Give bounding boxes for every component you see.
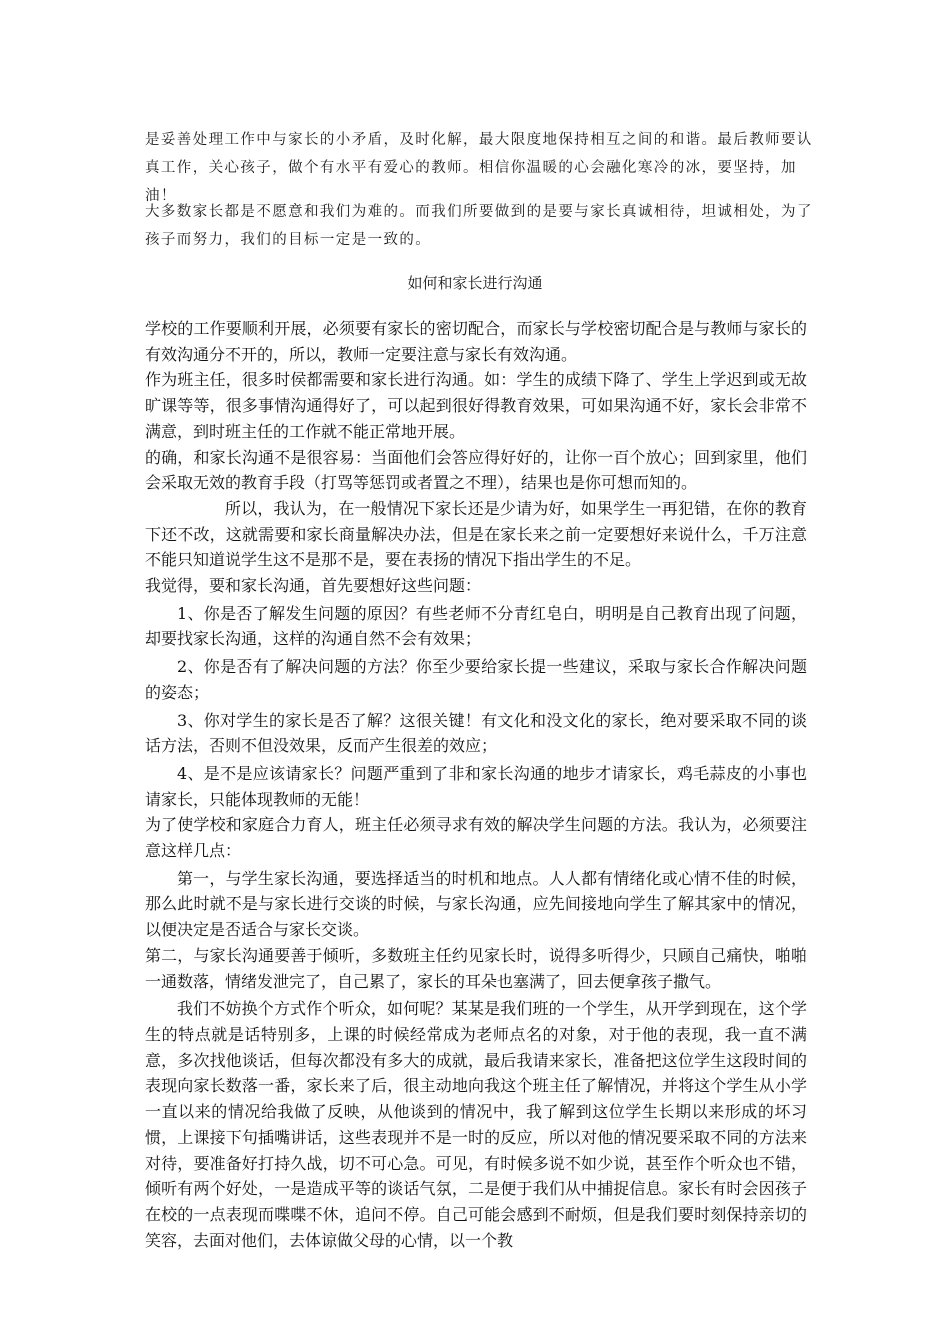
paragraph: 我觉得，要和家长沟通，首先要想好这些问题： (145, 576, 482, 596)
section-title: 如何和家长进行沟通 (407, 274, 543, 292)
list-item: 4、是不是应该请家长？问题严重到了非和家长沟通的地步才请家长，鸡毛蒜皮的小事也请家长，只能体现教师的无能！ (145, 763, 807, 809)
list-item: 1、你是否了解发生问题的原因？有些老师不分青红皂白，明明是自己教育出现了问题，却要找家长沟通，这样的沟通自然不会有效果； (145, 603, 807, 649)
paragraph: 的确，和家长沟通不是很容易：当面他们会答应得好好的，让你一百个放心；回到家里，他们会采取无效的教育手段（打骂等惩罚或者置之不理），结果也是你可想而知的。 (145, 447, 807, 493)
list-item: 3、你对学生的家长是否了解？这很关键！有文化和没文化的家长，绝对要采取不同的谈话方法，否则不但没效果，反而产生很差的效应； (145, 710, 807, 756)
paragraph: 我们不妨换个方式作个听众，如何呢？某某是我们班的一个学生，从开学到现在，这个学生的特点就是话特别多，上课的时候经常成为老师点名的对象，对于他的表现，我一直不满意，多次找他谈话，但每次都没有多大的成就，最后我请来家长，准备把这位学生这段时间的表现向家长数落一番，家长来了后，很主动地向我这个班主任了解情况，并将这个学生从小学一直以来的情况给我做了反映，从他谈到的情况中，我了解到这位学生长期以来形成的坏习惯，上课接下句插嘴讲话，这些表现并不是一时的反应，所以对他的情况要采取不同的方法来对待，要准备好打持久战，切不可心急。可见，有时候多说不如少说，甚至作个听众也不错，倾听有两个好处，一是造成平等的谈话气氛，二是便于我们从中捕捉信息。家长有时会因孩子在校的一点表现而喋喋不休，追问不停。自己可能会感到不耐烦，但是我们要时刻保持亲切的笑容，去面对他们，去体谅做父母的心情，以一个教 (145, 999, 807, 1250)
paragraph: 学校的工作要顺利开展，必须要有家长的密切配合，而家长与学校密切配合是与教师与家长的有效沟通分不开的，所以，教师一定要注意与家长有效沟通。 (145, 319, 807, 364)
paragraph: 第一，与学生家长沟通，要选择适当的时机和地点。人人都有情绪化或心情不佳的时候，那么此时就不是与家长进行交谈的时候，与家长沟通，应先间接地向学生了解其家中的情况，以便决定是否适合与家长交谈。 (145, 868, 807, 940)
list-item: 2、你是否有了解决问题的方法？你至少要给家长提一些建议，采取与家长合作解决问题的姿态； (145, 657, 807, 702)
intro-paragraph-2: 大多数家长都是不愿意和我们为难的。而我们所要做到的是要与家长真诚相待，坦诚相处，为了孩子而努力，我们的目标一定是一致的。 (145, 204, 813, 248)
article-body (145, 316, 807, 1253)
paragraph: 作为班主任，很多时侯都需要和家长进行沟通。如：学生的成绩下降了、学生上学迟到或无故旷课等等，很多事情沟通得好了，可以起到很好得教育效果，可如果沟通不好，家长会非常不满意，到时班主任的工作就不能正常地开展。 (145, 370, 807, 441)
paragraph: 第二，与家长沟通要善于倾听，多数班主任约见家长时，说得多听得少，只顾自己痛快，啪啪一通数落，情绪发泄完了，自己累了，家长的耳朵也塞满了，回去便拿孩子撒气。 (145, 945, 807, 991)
intro-paragraph-1: 是妥善处理工作中与家长的小矛盾，及时化解，最大限度地保持相互之间的和谐。最后教师要认真工作，关心孩子，做个有水平有爱心的教师。相信你温暖的心会融化寒冷的冰，要坚持，加油！ (145, 132, 813, 204)
paragraph: 为了使学校和家庭合力育人，班主任必须寻求有效的解决学生问题的方法。我认为，必须要注意这样几点： (145, 815, 807, 861)
paragraph: 所以，我认为，在一般情况下家长还是少请为好，如果学生一再犯错，在你的教育下还不改，这就需要和家长商量解决办法，但是在家长来之前一定要想好来说什么，千万注意不能只知道说学生这不是那不是，要在表扬的情况下指出学生的不足。 (145, 498, 807, 570)
